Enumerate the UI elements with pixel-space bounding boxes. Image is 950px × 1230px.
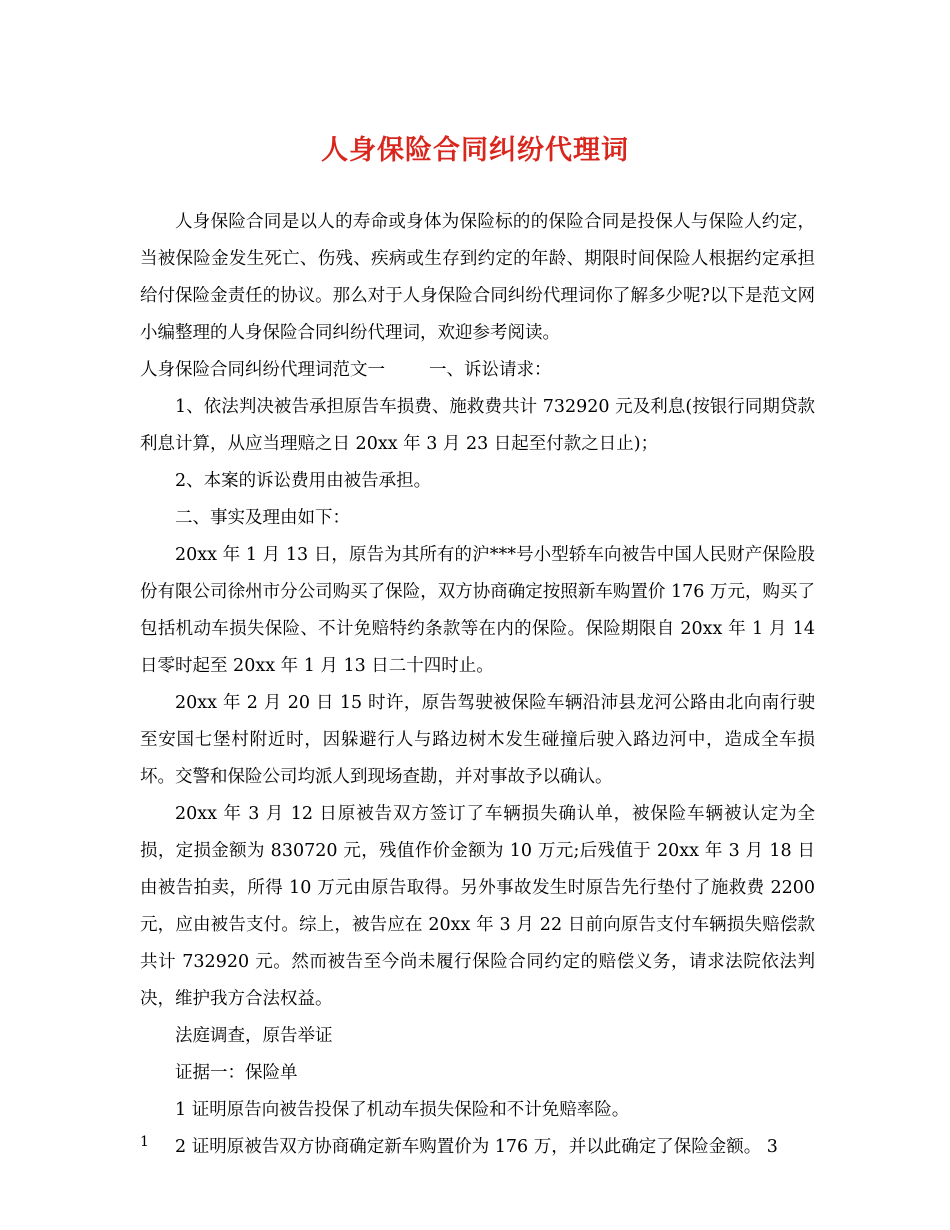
intro-paragraph: 人身保险合同是以人的寿命或身体为保险标的的保险合同是投保人与保险人约定，当被保险金发生死亡、伤残、疾病或生存到约定的年龄、期限时间保险人根据约定承担给付保险金责任的协议。那么对于人身保险合同纠纷代理词你了解多少呢?以下是范文网小编整理的人身保险合同纠纷代理词，欢迎参考阅读。: [140, 212, 815, 343]
fact-paragraph-2: 20xx 年 2 月 20 日 15 时许，原告驾驶被保险车辆沿沛县龙河公路由北向南行驶至安国七堡村附近时，因躲避行人与路边树木发生碰撞后驶入路边河中，造成全车损坏。交警和保险公司均派人到现场查勘，并对事故予以确认。: [140, 693, 815, 787]
facts-heading: 二、事实及理由如下：: [175, 508, 350, 528]
claim-paragraph-1: 1、依法判决被告承担原告车损费、施救费共计 732920 元及利息(按银行同期贷款利息计算，从应当理赔之日 20xx 年 3 月 23 日起至付款之日止)；: [140, 397, 815, 454]
page-number: 1: [140, 1134, 149, 1150]
document-body: [140, 204, 815, 1166]
evidence-heading: 证据一：保险单: [175, 1063, 298, 1083]
claims-heading: 一、诉讼请求：: [429, 360, 552, 380]
court-investigation-line: 法庭调查，原告举证: [175, 1026, 333, 1046]
section-heading-line: [140, 352, 815, 389]
document-title: 人身保险合同纠纷代理词: [321, 135, 629, 166]
section-heading: 人身保险合同纠纷代理词范文一: [140, 360, 385, 380]
evidence-point-1: 1 证明原告向被告投保了机动车损失保险和不计免赔率险。: [175, 1100, 630, 1120]
fact-paragraph-1: 20xx 年 1 月 13 日，原告为其所有的沪***号小型轿车向被告中国人民财产保险股份有限公司徐州市分公司购买了保险，双方协商确定按照新车购置价 176 万元，购买了包括机动车损失保险、不计免赔特约条款等在内的保险。保险期限自 20xx 年 1 月 14 日零时起至 20xx 年 1 月 13 日二十四时止。: [140, 545, 815, 676]
fact-paragraph-3: 20xx 年 3 月 12 日原被告双方签订了车辆损失确认单，被保险车辆被认定为全损，定损金额为 830720 元，残值作价金额为 10 万元;后残值于 20xx 年 3 月 18 日由被告拍卖，所得 10 万元由原告取得。另外事故发生时原告先行垫付了施救费 2200 元，应由被告支付。综上，被告应在 20xx 年 3 月 22 日前向原告支付车辆损失赔偿款共计 732920 元。然而被告至今尚未履行保险合同约定的赔偿义务，请求法院依法判决，维护我方合法权益。: [140, 804, 815, 1009]
claim-paragraph-2: 2、本案的诉讼费用由被告承担。: [175, 471, 432, 491]
evidence-point-2: 2 证明原被告双方协商确定新车购置价为 176 万，并以此确定了保险金额。 3: [175, 1137, 778, 1157]
